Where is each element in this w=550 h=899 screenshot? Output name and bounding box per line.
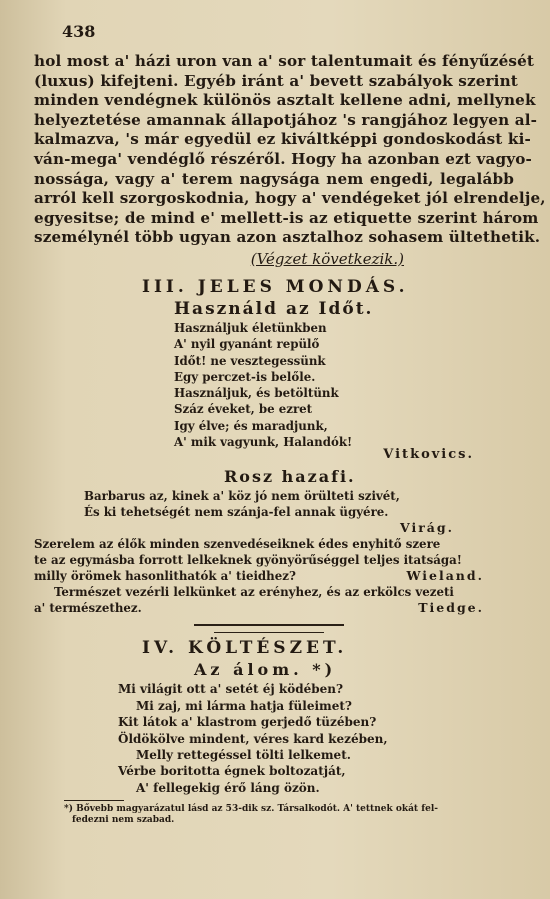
quote-text: a' természethez. (34, 601, 142, 616)
poem (174, 320, 514, 450)
poem-line: A' fellegekig érő láng özön. (136, 780, 320, 795)
prose-line: kalmazva, 's már egyedül ez kiváltképpi gondoskodást ki- (34, 130, 531, 149)
prose-line: egyesitse; de mind e' mellett-is az etiquette szerint három (34, 208, 539, 227)
poem-line: Időt! ne vesztegessünk (174, 353, 326, 368)
section-title: III. JELES MONDÁS. (142, 276, 409, 297)
section-divider (194, 624, 344, 626)
quote-author: Tiedge. (418, 600, 484, 616)
quote-author: Wieland. (406, 568, 484, 584)
poem-line: Öldökölve mindent, véres kard kezében, (118, 731, 388, 746)
quote-line (34, 568, 514, 584)
poem-line: Száz éveket, be ezret (174, 402, 313, 417)
poem-line: Mi világit ott a' setét éj ködében? (118, 682, 344, 697)
section-subtitle: Az álom. *) (194, 660, 337, 680)
prose-line: személynél több ugyan azon asztalhoz sohasem ültethetik. (34, 228, 541, 247)
prose-line: ván-mega' vendéglő részéről. Hogy ha azonban ezt vagyo- (34, 149, 532, 168)
verse-line: És ki tehetségét nem szánja-fel annak ügyére. (84, 505, 389, 520)
verse-line: Barbarus az, kinek a' köz jó nem örülteti szivét, (84, 489, 400, 504)
page-number: 438 (62, 22, 96, 41)
poem-line: A' nyil gyanánt repülő (174, 337, 320, 352)
poem-author: Vitkovics. (383, 447, 474, 463)
prose-line: arról kell szorgoskodnia, hogy a' vendégeket jól elrendelje, (34, 189, 546, 208)
footnote-line: *) Bővebb magyarázatul lásd az 53-dik sz. Társalkodót. A' tettnek okát fel- (64, 804, 438, 815)
poem-line: Használjuk, és betöltünk (174, 386, 339, 401)
poem-line: Egy perczet-is belőle. (174, 369, 316, 384)
poem-line: A' mik vagyunk, Halandók! (174, 435, 353, 450)
footnote-line: fedezni nem szabad. (72, 815, 175, 826)
quote-line (34, 600, 514, 616)
poem (118, 681, 514, 796)
poem-line: Mi zaj, mi lárma hatja füleimet? (136, 698, 352, 713)
section-divider (214, 632, 324, 633)
poem-line: Melly rettegéssel tölti lelkemet. (136, 747, 351, 762)
section-title: IV. KÖLTÉSZET. (142, 638, 348, 659)
quote-text: milly örömek hasonlithatók a' tieidhez? (34, 569, 296, 584)
section-subtitle: Rosz hazafi. (224, 467, 356, 487)
quote-line: Természet vezérli lelkünket az erényhez, és az erkölcs vezeti (54, 585, 454, 600)
section-subtitle: Használd az Időt. (174, 298, 374, 319)
prose-block (34, 52, 546, 248)
quote-line: Szerelem az élők minden szenvedéseiknek édes enyhitő szere (34, 537, 441, 552)
prose-line: minden vendégnek különös asztalt kellene adni, mellynek (34, 91, 536, 110)
poem-line: Kit látok a' klastrom gerjedő tüzében? (118, 715, 377, 730)
footnote (64, 804, 514, 826)
poem-line: Vérbe boritotta égnek boltozatját, (118, 764, 346, 779)
prose-line: hol most a' házi uron van a' sor talentumait és fényűzését (34, 52, 535, 70)
poem-line: Igy élve; és maradjunk, (174, 418, 328, 433)
prose-line: helyeztetése amannak állapotjához 's rangjához legyen al- (34, 110, 538, 129)
prose-line: nossága, vagy a' terem nagysága nem engedi, legalább (34, 169, 514, 188)
poem-line: Használjuk életünkben (174, 320, 327, 335)
verse-author: Virág. (399, 520, 454, 536)
footnote-divider (64, 800, 124, 801)
quote-line: te az egymásba forrott lelkeknek gyönyörűséggel teljes itatsága! (34, 553, 462, 568)
prose-line: (luxus) kifejteni. Egyéb iránt a' bevett szabályok szerint (34, 71, 518, 90)
continued-note: (Végzet következik.) (250, 249, 404, 268)
